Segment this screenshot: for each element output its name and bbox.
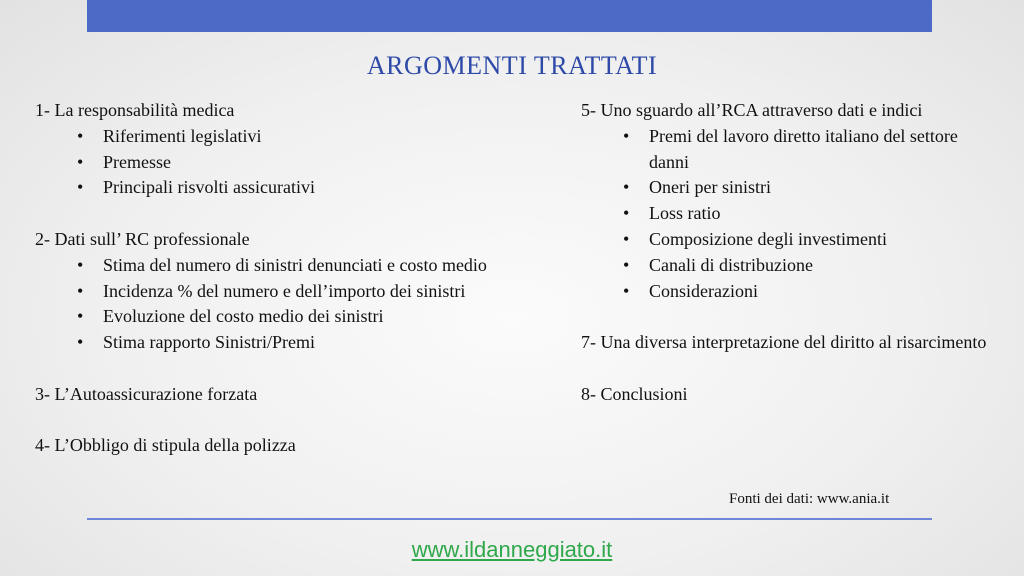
section-heading: 1- La responsabilità medica: [35, 100, 235, 120]
section-heading: 4- L’Obbligo di stipula della polizza: [35, 435, 296, 456]
bullet-icon: •: [77, 280, 84, 301]
bullet-icon: •: [623, 280, 630, 301]
bullet-icon: •: [77, 177, 84, 198]
list-item: • Stima rapporto Sinistri/Premi: [35, 330, 575, 356]
list-item: • Considerazioni: [581, 279, 1001, 305]
section-4: [35, 433, 575, 459]
list-item: • Stima del numero di sinistri denunciati e costo medio: [35, 253, 575, 279]
list-item: • Riferimenti legislativi: [35, 124, 575, 150]
list-item: • Composizione degli investimenti: [581, 227, 1001, 253]
left-column: [35, 98, 575, 459]
section-heading: 8- Conclusioni: [581, 383, 688, 404]
bullet-icon: •: [77, 306, 84, 327]
bullet-icon: •: [77, 332, 84, 353]
list-item: • Premesse: [35, 150, 575, 176]
bullet-list: [35, 253, 575, 356]
bullet-icon: •: [623, 203, 630, 224]
section-2: [35, 227, 575, 356]
bullet-icon: •: [623, 125, 630, 146]
footer-divider: [87, 518, 932, 520]
bullet-icon: •: [623, 254, 630, 275]
section-3: [35, 382, 575, 408]
top-banner-bar: [87, 0, 932, 32]
section-heading: 3- L’Autoassicurazione forzata: [35, 383, 258, 404]
section-7: [581, 330, 1001, 356]
bullet-icon: •: [77, 254, 84, 275]
list-item: • Evoluzione del costo medio dei sinistri: [35, 304, 575, 330]
list-item: • Principali risvolti assicurativi: [35, 175, 575, 201]
bullet-icon: •: [77, 125, 84, 146]
list-item: • Canali di distribuzione: [581, 253, 1001, 279]
bullet-list: [35, 124, 575, 201]
bullet-icon: •: [623, 177, 630, 198]
website-link[interactable]: www.ildanneggiato.it: [411, 537, 613, 562]
section-8: [581, 382, 1001, 408]
section-1: [35, 98, 575, 201]
data-sources-note: Fonti dei dati: www.ania.it: [729, 491, 890, 507]
list-item: • Loss ratio: [581, 201, 1001, 227]
section-heading: 2- Dati sull’ RC professionale: [35, 228, 250, 249]
list-item: • Incidenza % del numero e dell’importo dei sinistri: [35, 279, 575, 305]
bullet-list: [581, 124, 1001, 305]
section-5: [581, 98, 1001, 304]
right-column: [581, 98, 1001, 408]
list-item: • Premi del lavoro diretto italiano del settore danni: [623, 125, 958, 172]
list-item: • Oneri per sinistri: [581, 175, 1001, 201]
bullet-icon: •: [623, 228, 630, 249]
bullet-icon: •: [77, 151, 84, 172]
slide-title: ARGOMENTI TRATTATI: [366, 51, 658, 80]
section-heading: 7- Una diversa interpretazione del diritto al risarcimento: [581, 332, 987, 353]
section-heading: 5- Uno sguardo all’RCA attraverso dati e indici: [581, 100, 923, 120]
